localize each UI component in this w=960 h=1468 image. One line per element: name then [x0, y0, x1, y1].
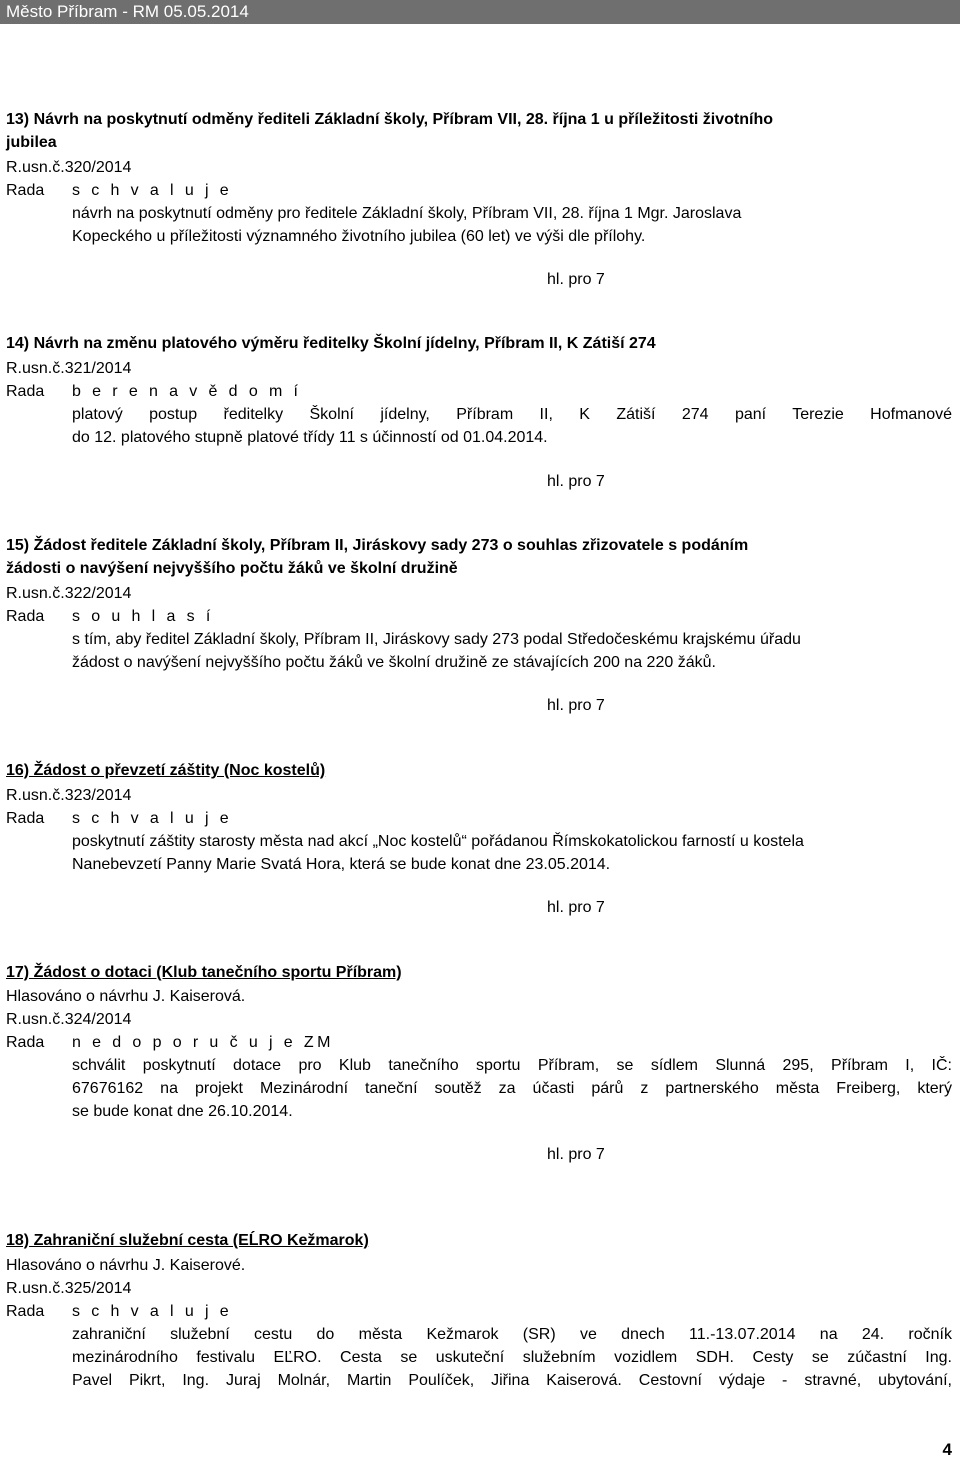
rada-label: Rada: [6, 810, 45, 827]
vote-result: hl. pro 7: [547, 473, 605, 490]
page-number: 4: [942, 1440, 952, 1459]
resolution-number: R.usn.č.322/2014: [6, 585, 132, 602]
resolution-verb: s o u h l a s í: [72, 608, 214, 625]
page-header-bar: [0, 0, 960, 24]
rada-label: Rada: [6, 1303, 45, 1320]
item-heading: 14) Návrh na změnu platového výměru ředitelky Školní jídelny, Příbram II, K Zátiší 274: [6, 335, 656, 352]
resolution-text: se bude konat dne 26.10.2014.: [72, 1103, 293, 1120]
resolution-verb: n e d o p o r u č u j e ZM: [72, 1034, 334, 1051]
resolution-number: R.usn.č.320/2014: [6, 159, 132, 176]
resolution-text: 67676162 na projekt Mezinárodní taneční soutěž za účasti párů z partnerského města Freiberg, který: [72, 1080, 952, 1097]
vote-result: hl. pro 7: [547, 271, 605, 288]
resolution-text: žádost o navýšení nejvyššího počtu žáků ve školní družině ze stávajících 200 na 220 žáků.: [72, 654, 716, 671]
resolution-text: s tím, aby ředitel Základní školy, Příbram II, Jiráskovy sady 273 podal Středočeskému krajskému úřadu: [72, 631, 801, 648]
rada-label: Rada: [6, 182, 45, 199]
resolution-text: Kopeckého u příležitosti významného životního jubilea (60 let) ve výši dle přílohy.: [72, 228, 646, 245]
resolution-verb: s c h v a l u j e: [72, 810, 233, 827]
item-heading: jubilea: [6, 134, 57, 151]
item-heading: 16) Žádost o převzetí záštity (Noc kostelů): [6, 762, 326, 779]
page-header-title: Město Příbram - RM 05.05.2014: [6, 2, 249, 21]
resolution-text: zahraniční služební cestu do města Kežmarok (SR) ve dnech 11.-13.07.2014 na 24. ročník: [72, 1326, 952, 1343]
resolution-text: návrh na poskytnutí odměny pro ředitele Základní školy, Příbram VII, 28. října 1 Mgr. Jaroslava: [72, 205, 742, 222]
item-heading: 15) Žádost ředitele Základní školy, Příbram II, Jiráskovy sady 273 o souhlas zřizovatele s podáním: [6, 537, 749, 554]
vote-result: hl. pro 7: [547, 899, 605, 916]
resolution-number: R.usn.č.325/2014: [6, 1280, 132, 1297]
resolution-text: Pavel Pikrt, Ing. Juraj Molnár, Martin Poulíček, Jiřina Kaiserová. Cestovní výdaje - stravné, ubytování,: [72, 1372, 952, 1389]
resolution-text: poskytnutí záštity starosty města nad akcí „Noc kostelů“ pořádanou Římskokatolickou farností u kostela: [72, 833, 804, 850]
item-heading: žádosti o navýšení nejvyššího počtu žáků ve školní družině: [6, 560, 458, 577]
rada-label: Rada: [6, 608, 45, 625]
rada-label: Rada: [6, 383, 45, 400]
vote-result: hl. pro 7: [547, 697, 605, 714]
resolution-number: R.usn.č.323/2014: [6, 787, 132, 804]
resolution-verb: b e r e n a v ě d o m í: [72, 383, 302, 400]
rada-label: Rada: [6, 1034, 45, 1051]
resolution-number: R.usn.č.324/2014: [6, 1011, 132, 1028]
resolution-text: do 12. platového stupně platové třídy 11 s účinností od 01.04.2014.: [72, 429, 548, 446]
vote-result: hl. pro 7: [547, 1146, 605, 1163]
resolution-verb: s c h v a l u j e: [72, 182, 233, 199]
resolution-text: Nanebevzetí Panny Marie Svatá Hora, která se bude konat dne 23.05.2014.: [72, 856, 611, 873]
resolution-verb: s c h v a l u j e: [72, 1303, 233, 1320]
resolution-text: platový postup ředitelky Školní jídelny, Příbram II, K Zátiší 274 paní Terezie Hofmanové: [72, 406, 952, 423]
resolution-text: mezinárodního festivalu EĽRO. Cesta se uskuteční služebním vozidlem SDH. Cesty se zúčastní Ing.: [72, 1349, 952, 1366]
resolution-text: schválit poskytnutí dotace pro Klub tanečního sportu Příbram, se sídlem Slunná 295, Příbram I, IČ:: [72, 1057, 952, 1074]
vote-note: Hlasováno o návrhu J. Kaiserové.: [6, 1257, 246, 1274]
item-heading: 13) Návrh na poskytnutí odměny řediteli Základní školy, Příbram VII, 28. října 1 u příležitosti životního: [6, 111, 773, 128]
vote-note: Hlasováno o návrhu J. Kaiserová.: [6, 988, 246, 1005]
item-heading: 17) Žádost o dotaci (Klub tanečního sportu Příbram): [6, 964, 402, 981]
item-heading: 18) Zahraniční služební cesta (EĹRO Kežmarok): [6, 1232, 369, 1249]
resolution-number: R.usn.č.321/2014: [6, 360, 132, 377]
